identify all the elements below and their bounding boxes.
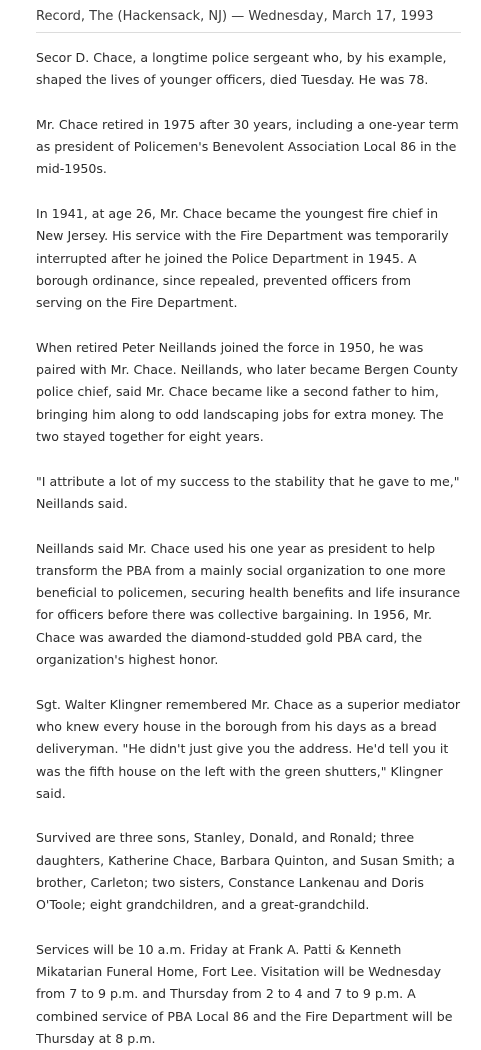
article-paragraph: Survived are three sons, Stanley, Donald, and Ronald; three daughters, Katherine Chace, Barbara Quinton, and Susan Smith; a brother, Carleton; two sisters, Constance Lankenau and Doris O'Toole; eight grandchildren, and a great-grandchild.: [36, 830, 455, 913]
article-paragraph: "I attribute a lot of my success to the stability that he gave to me," Neillands said.: [36, 473, 460, 511]
article-paragraph: In 1941, at age 26, Mr. Chace became the youngest fire chief in New Jersey. His service with the Fire Department was temporarily interrupted after he joined the Police Department in 1945. A borough ordinance, since repealed, prevented officers from serving on the Fire Department.: [36, 206, 449, 311]
article-paragraph: Secor D. Chace, a longtime police sergeant who, by his example, shaped the lives of younger officers, died Tuesday. He was 78.: [36, 50, 447, 88]
article-paragraph: When retired Peter Neillands joined the force in 1950, he was paired with Mr. Chace. Neillands, who later became Bergen County police chief, said Mr. Chace became like a second father to him, bringing him along to odd landscaping jobs for extra money. The two stayed together for eight years.: [36, 339, 458, 445]
article-paragraph: Neillands said Mr. Chace used his one year as president to help transform the PBA from a mainly social organization to one more beneficial to policemen, securing health benefits and life insurance for officers before there was collective bargaining. In 1956, Mr. Chace was awarded the diamond-studded gold PBA card, the organization's highest honor.: [36, 540, 461, 668]
article-paragraph: Mr. Chace retired in 1975 after 30 years, including a one-year term as president of Policemen's Benevolent Association Local 86 in the mid-1950s.: [36, 116, 459, 177]
article-paragraph: Services will be 10 a.m. Friday at Frank A. Patti & Kenneth Mikatarian Funeral Home, Fort Lee. Visitation will be Wednesday from 7 to 9 p.m. and Thursday from 2 to 4 and 7 to 9 p.m. A combined service of PBA Local 86 and the Fire Department will be Thursday at 8 p.m.: [36, 941, 453, 1047]
article-body: [36, 47, 461, 1050]
source-dateline: Record, The (Hackensack, NJ) — Wednesday, March 17, 1993: [36, 8, 461, 33]
article-paragraph: Sgt. Walter Klingner remembered Mr. Chace as a superior mediator who knew every house in the borough from his days as a bread deliveryman. "He didn't just give you the address. He'd tell you it was the fifth house on the left with the green shutters," Klingner said.: [36, 696, 461, 801]
